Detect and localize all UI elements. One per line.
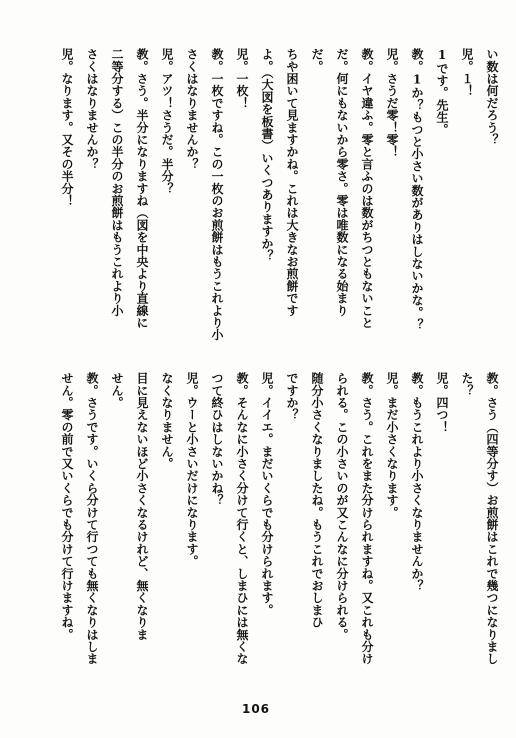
text-column: た？ — [460, 372, 474, 397]
text-column: 教。もうこれより小さくなりませんか？ — [410, 372, 424, 592]
page-number: 106 — [241, 702, 271, 716]
text-column: ですか？ — [285, 372, 299, 421]
text-column: 児。まだ小さくなります。 — [385, 372, 399, 519]
text-column: 児。なります。又その半分！ — [60, 48, 74, 207]
text-column: 児。イイエ。まだいくらでも分けられます。 — [260, 372, 274, 616]
text-column: 児。ウーと小さいだけになります。 — [185, 372, 199, 568]
text-column: 1です。先生。 — [435, 48, 449, 136]
text-column: 教。さうです。いくら分けて行つても無くなりはしま — [85, 372, 99, 665]
text-column: られる。この小さいのが又こんなに分けられる。 — [335, 372, 349, 641]
text-column: さくはなりませんか？ — [85, 48, 99, 170]
text-column: よ。（大図を板書）いくつありますか？ — [260, 48, 274, 262]
text-column: せん。 — [110, 372, 124, 409]
text-column: 随分小さくなりましたね。もうこれでおしまひ — [310, 372, 324, 629]
text-column: せん。零の前で又いくらでも分けて行けますね。 — [60, 372, 74, 641]
text-column: さくはなりませんか？ — [185, 48, 199, 170]
text-column: 教。1か？もつと小さい数がありはしないかな。？ — [410, 48, 424, 331]
text-column: 教。さう。これをまた分けられますね。又これも分け — [360, 372, 374, 665]
text-column: だ。 — [310, 48, 324, 73]
text-column: 児。１！ — [460, 48, 474, 97]
text-column: 教。さう。半分になりますね（図を中央より直線に — [135, 48, 149, 329]
text-column: 教。イヤ違ふ。零と言ふのは数がちつともないこと — [360, 48, 374, 329]
text-column: 児。さうだ零！零！ — [385, 48, 399, 158]
text-column: 教。そんなに小さく分けて行くと、しまひには無くな — [235, 372, 249, 665]
text-column: 教。一枚ですね。この一枚のお煎餅はもうこれより小 — [210, 48, 224, 341]
text-column: 児。一枚！ — [235, 48, 249, 109]
text-column: ちや困いて見ますかね。これは大きなお煎餅です — [285, 48, 299, 317]
text-column: 児。四つ！ — [435, 372, 449, 433]
text-column: なくなりません。 — [160, 372, 174, 470]
text-column: い数は何だろう？ — [485, 48, 499, 146]
text-column: 児。アツ！さうだ。半分？ — [160, 48, 174, 195]
text-column: だ。何にもないから零さ。零は唯数になる始まり — [335, 48, 349, 317]
text-column: 教。さう（四等分す）お煎餅はこれで幾つになりまし — [485, 372, 499, 665]
text-column: 二等分する）この半分のお煎餅はもうこれより小 — [110, 48, 124, 317]
text-column: 目に見えないほど小さくなるけれど、無くなりま — [135, 372, 149, 641]
text-column: つて終ひはしないかね？ — [210, 372, 224, 507]
